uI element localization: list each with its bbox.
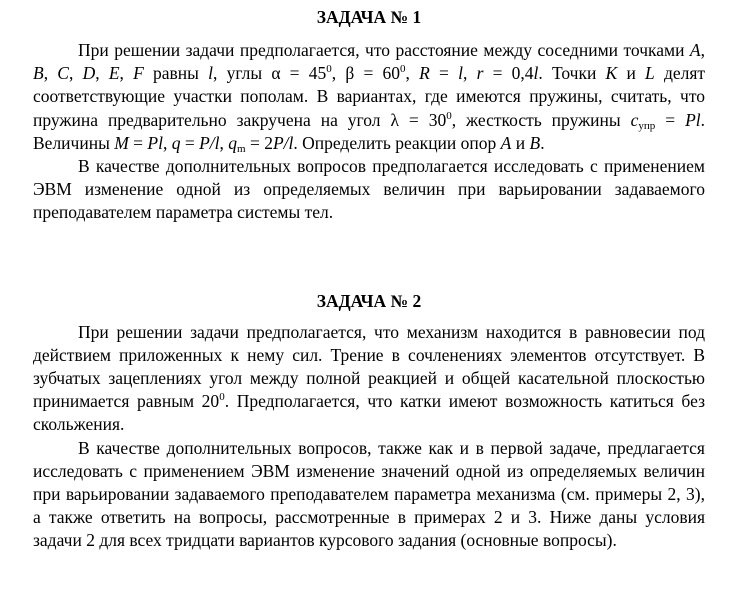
- subscript-upr: упр: [638, 119, 656, 132]
- text-run: ,: [162, 132, 172, 153]
- text-run: ,: [462, 63, 477, 84]
- text-run: = 0,4: [483, 63, 534, 84]
- text-run: =: [655, 109, 686, 130]
- point-b: B: [529, 132, 541, 153]
- degree-sup: 0: [219, 391, 225, 404]
- text-run: ,: [700, 40, 705, 60]
- var-P-over-l: P/l: [272, 132, 294, 153]
- text-run: , β = 60: [331, 63, 401, 84]
- text-run: =: [180, 132, 200, 153]
- task2-paragraph-2: В качестве дополнительных вопросов, также как и в первой задаче, предлагается исследовать с применением ЭВМ изменение значений одной из определяемых величин при варьировании задаваемого преподавателем параметра механизма (см. примеры 2, 3), а также ответить на вопросы, рассмотренные в примерах 2 и 3. Ниже даны условия задачи 2 для всех тридцати вариантов курсового задания (основные вопросы).: [33, 437, 705, 551]
- var-R: R: [419, 63, 430, 84]
- degree-sup: 0: [326, 63, 332, 76]
- text-run: ,: [43, 63, 58, 84]
- degree-sup: 0: [400, 63, 406, 76]
- document-page: [33, 6, 705, 553]
- point-l: L: [645, 63, 655, 84]
- var-l: l: [208, 63, 213, 84]
- text-run: = 2: [245, 132, 273, 153]
- var-r: r: [476, 63, 484, 84]
- var-Pl: Pl: [147, 132, 163, 153]
- text-run: ,: [405, 63, 420, 84]
- text-run: . Величины: [33, 109, 705, 153]
- task1-paragraph-2: В качестве дополнительных вопросов предполагается исследовать с применением ЭВМ изменение одной из определяемых величин при варьировании задаваемого преподавателем параметра системы тел.: [33, 156, 705, 223]
- var-qm: q: [228, 132, 238, 153]
- var-q: q: [171, 132, 181, 153]
- point-c: C: [57, 63, 69, 84]
- point-a: A: [500, 132, 512, 153]
- degree-sup: 0: [446, 109, 452, 122]
- text-run: , углы α = 45: [213, 63, 327, 84]
- task2-paragraph-1: [33, 321, 705, 437]
- point-a: A: [689, 40, 701, 60]
- point-f: F: [133, 63, 144, 84]
- point-b: B: [33, 63, 44, 84]
- text-run: ,: [95, 63, 109, 84]
- task2-title: ЗАДАЧА № 2: [316, 290, 422, 311]
- var-M: M: [114, 132, 129, 153]
- text-run: При решении задачи предполагается, что механизм находится в равновесии под действием приложенных к нему сил. Трение в сочленениях элементов отсутствует. В зубчатых зацеплениях угол между полной реакцией и общей касательной плоскостью принимается равным 20: [33, 321, 705, 412]
- var-P-over-l: P/l: [199, 132, 220, 153]
- text-run: . Точки: [538, 63, 606, 84]
- var-l: l: [458, 63, 463, 84]
- text-run: . Предполагается, что катки имеют возможность катиться без скольжения.: [33, 391, 705, 435]
- text-run: делят соответствующие участки пополам. В вариантах, где имеются пружины, считать, что пружина предварительно закручена на угол λ = 30: [33, 63, 706, 130]
- point-k: K: [605, 63, 618, 84]
- text-run: ,: [219, 132, 229, 153]
- text-run: , жесткость пружины: [451, 109, 631, 130]
- text-run: и: [617, 63, 646, 84]
- point-e: E: [108, 63, 120, 84]
- text-run: . Определить реакции опор: [293, 132, 501, 153]
- text-run: .: [540, 132, 545, 153]
- text-run: =: [429, 63, 459, 84]
- task1-title: ЗАДАЧА № 1: [316, 7, 422, 27]
- text-run: ,: [119, 63, 134, 84]
- text-run: равны: [143, 63, 209, 84]
- text-run: и: [511, 132, 530, 153]
- task1-paragraph-1: [33, 39, 705, 155]
- var-c: c: [630, 109, 639, 130]
- text-run: При решении задачи предполагается, что расстояние между соседними точками: [78, 40, 690, 60]
- var-l: l: [533, 63, 539, 84]
- point-d: D: [82, 63, 96, 84]
- subscript-m: m: [237, 142, 246, 155]
- var-Pl: Pl: [685, 109, 701, 130]
- text-run: ,: [68, 63, 83, 84]
- text-run: =: [128, 132, 148, 153]
